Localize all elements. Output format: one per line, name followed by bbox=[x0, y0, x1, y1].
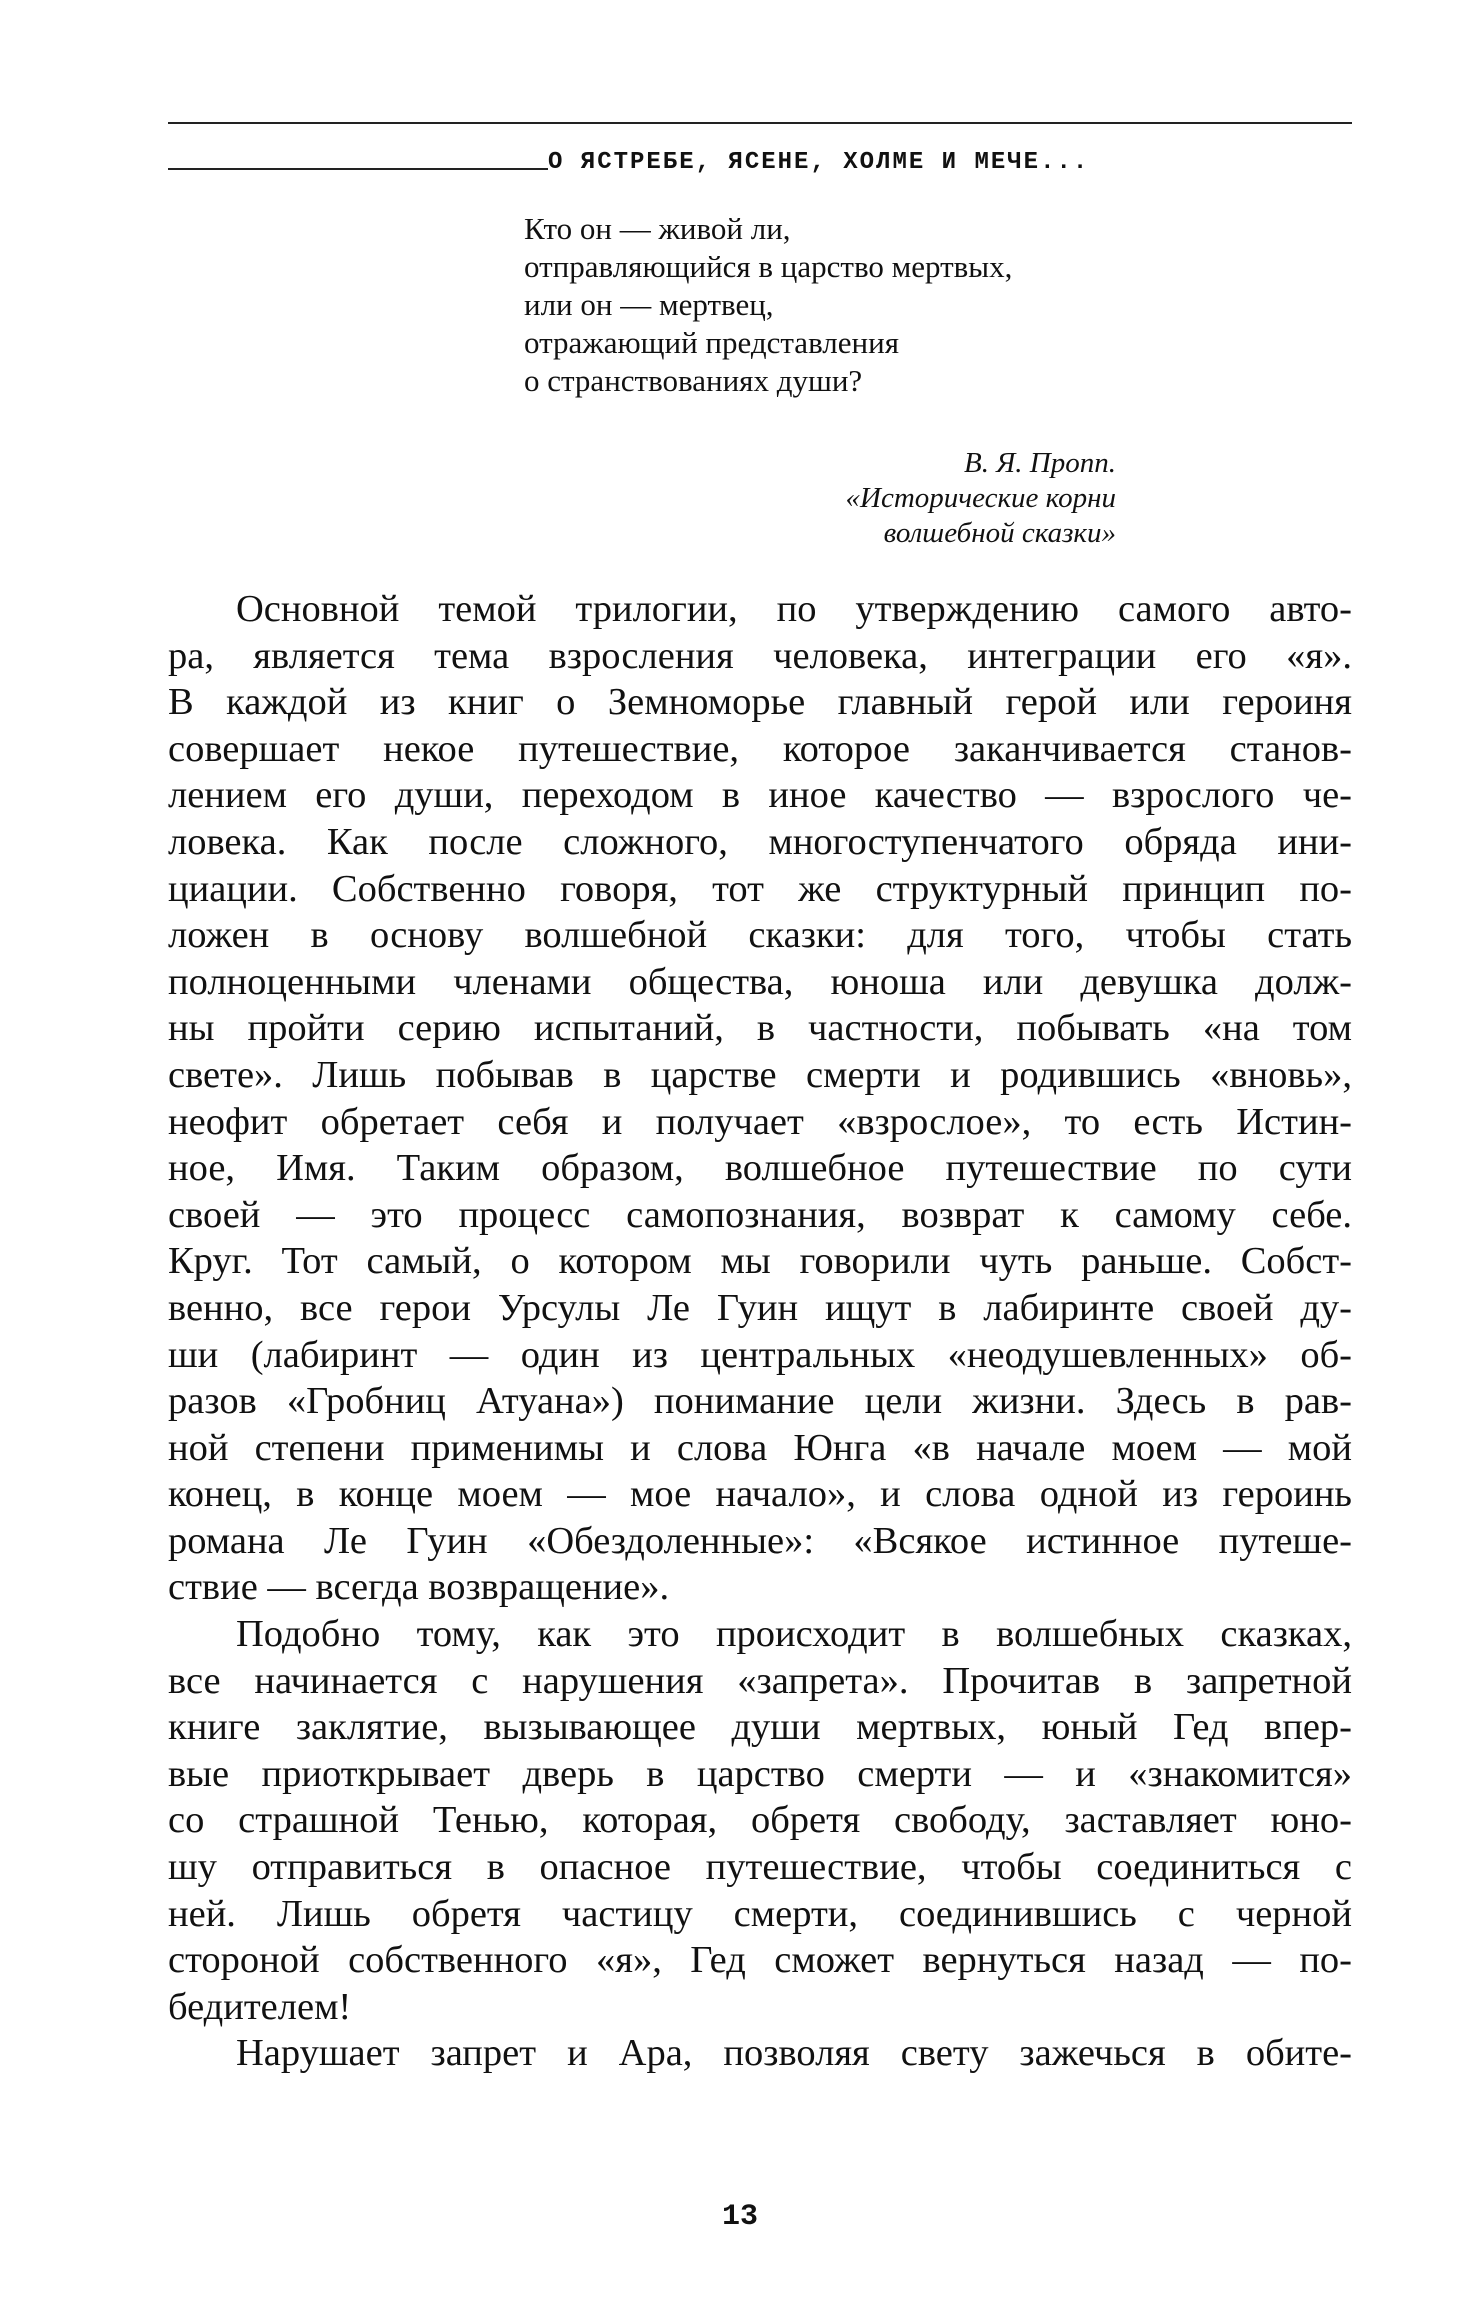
text-line: Нарушает запрет и Ара, позволяя свету зажечься в обите- bbox=[236, 2032, 1352, 2075]
text-line: со страшной Тенью, которая, обретя свободу, заставляет юно- bbox=[168, 1799, 1352, 1842]
text-line: разов «Гробниц Атуана») понимание цели жизни. Здесь в рав- bbox=[168, 1380, 1352, 1423]
text-line: ловека. Как после сложного, многоступенчатого обряда ини- bbox=[168, 820, 1352, 863]
epigraph-line: или он — мертвец, bbox=[524, 287, 774, 322]
epigraph bbox=[524, 210, 1164, 400]
text-line: Подобно тому, как это происходит в волшебных сказках, bbox=[236, 1613, 1352, 1656]
page-number: 13 bbox=[721, 2200, 758, 2234]
text-line: конец, в конце моем — мое начало», и слова одной из героинь bbox=[168, 1473, 1352, 1516]
attribution-work: волшебной сказки» bbox=[883, 517, 1116, 549]
text-line: ствие — всегда возвращение». bbox=[168, 1566, 670, 1609]
attribution-author: В. Я. Пропп. bbox=[964, 447, 1116, 479]
body-text bbox=[168, 586, 1352, 2077]
text-line: ши (лабиринт — один из центральных «неодушевленных» об- bbox=[168, 1333, 1352, 1376]
attribution-work: «Исторические корни bbox=[845, 482, 1116, 514]
text-line: книге заклятие, вызывающее души мертвых, юный Гед впер- bbox=[168, 1706, 1352, 1749]
text-line: романа Ле Гуин «Обездоленные»: «Всякое истинное путеше- bbox=[168, 1519, 1352, 1562]
text-line: ложен в основу волшебной сказки: для того, чтобы стать bbox=[168, 914, 1352, 957]
text-line: свете». Лишь побывав в царстве смерти и родившись «вновь», bbox=[168, 1053, 1352, 1096]
text-line: неофит обретает себя и получает «взрослое», то есть Истин- bbox=[168, 1100, 1352, 1143]
text-line: Круг. Тот самый, о котором мы говорили чуть раньше. Собст- bbox=[168, 1240, 1352, 1283]
text-line: В каждой из книг о Земноморье главный герой или героиня bbox=[168, 681, 1352, 724]
running-title: О ЯСТРЕБЕ, ЯСЕНЕ, ХОЛМЕ И МЕЧЕ... bbox=[548, 149, 1090, 176]
epigraph-line: отправляющийся в царство мертвых, bbox=[524, 249, 1013, 284]
text-line: Основной темой трилогии, по утверждению самого авто- bbox=[236, 588, 1352, 630]
text-line: бедителем! bbox=[168, 1985, 352, 2028]
text-line: лением его души, переходом в иное качество — взрослого че- bbox=[168, 774, 1352, 817]
epigraph-attribution bbox=[640, 446, 1116, 551]
text-line: венно, все герои Урсулы Ле Гуин ищут в лабиринте своей ду- bbox=[168, 1286, 1352, 1329]
text-line: совершает некое путешествие, которое заканчивается станов- bbox=[168, 727, 1352, 770]
text-line: ра, является тема взросления человека, интеграции его «я». bbox=[168, 634, 1352, 677]
text-line: своей — это процесс самопознания, возврат к самому себе. bbox=[168, 1193, 1352, 1236]
header-top-rule bbox=[168, 122, 1352, 124]
text-line: ное, Имя. Таким образом, волшебное путешествие по сути bbox=[168, 1147, 1352, 1190]
text-line: ны пройти серию испытаний, в частности, побывать «на том bbox=[168, 1007, 1352, 1050]
epigraph-line: о странствованиях души? bbox=[524, 363, 863, 398]
text-line: стороной собственного «я», Гед сможет вернуться назад — по- bbox=[168, 1939, 1352, 1982]
running-header bbox=[168, 136, 1352, 176]
epigraph-line: отражающий представления bbox=[524, 325, 899, 360]
text-line: шу отправиться в опасное путешествие, чтобы соединиться с bbox=[168, 1846, 1352, 1889]
epigraph-line: Кто он — живой ли, bbox=[524, 211, 791, 246]
text-line: вые приоткрывает дверь в царство смерти — и «знакомится» bbox=[168, 1752, 1352, 1795]
text-line: ной степени применимы и слова Юнга «в начале моем — мой bbox=[168, 1426, 1352, 1469]
text-line: ней. Лишь обретя частицу смерти, соединившись с черной bbox=[168, 1892, 1352, 1935]
header-left-rule bbox=[168, 168, 548, 170]
text-line: полноценными членами общества, юноша или девушка долж- bbox=[168, 960, 1352, 1003]
text-line: все начинается с нарушения «запрета». Прочитав в запретной bbox=[168, 1659, 1352, 1702]
text-line: циации. Собственно говоря, тот же структурный принцип по- bbox=[168, 867, 1352, 910]
